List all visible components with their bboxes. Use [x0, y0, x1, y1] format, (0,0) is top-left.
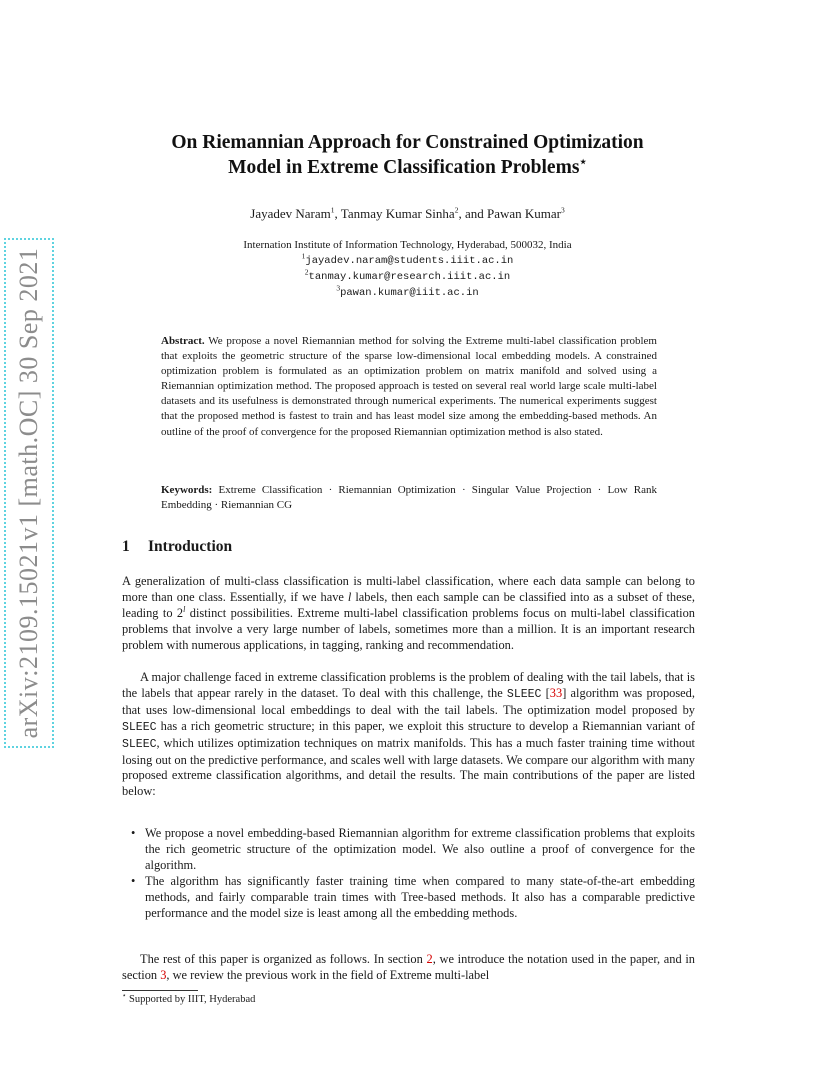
author-separator: , — [334, 206, 341, 221]
text-run: , we introduce the notation used in the paper, and in section — [122, 952, 695, 982]
paper-title — [120, 130, 695, 180]
text-run: has a rich geometric structure; in this paper, we exploit this structure to develop a Riemannian variant of — [156, 718, 695, 733]
list-item: • The algorithm has significantly faster training time when compared to many state-of-the-art embedding methods, and fairly comparable train times with Tree-based methods. It also has a comparable predictive performance and the model size is least among all the embedding methods. — [122, 874, 695, 922]
citation-link[interactable]: 33 — [549, 685, 563, 700]
paragraph-1 — [122, 574, 695, 654]
title-line-2: Model in Extreme Classification Problems — [228, 157, 580, 178]
author-separator: , and — [458, 206, 487, 221]
abstract-text: We propose a novel Riemannian method for solving the Extreme multi-label classification problem that exploits the geometric structure of the sparse low-dimensional local embedding models. A constrained optimization problem is formulated as an optimization problem on matrix manifold and solved using a Riemannian optimization method. The proposed approach is tested on several real world large scale multi-label datasets and its usefulness is demonstrated through numerical experiments. The numerical experiments suggest that the proposed method is fastest to train and has least model size among the embedding-based methods. An outline of the proof of convergence for the proposed Riemannian optimization method is also stated. — [161, 335, 657, 438]
text-run: A generalization of multi-class classification is multi-label classification, where each data sample can belong to more than one class. Essentially, if we have — [122, 574, 695, 604]
footnote-mark: ⋆ — [122, 991, 127, 1000]
footnote — [122, 991, 256, 1005]
email-1[interactable]: jayadev.naram@students.iiit.ac.in — [305, 255, 514, 267]
paragraph-2 — [122, 670, 695, 800]
text-run: The rest of this paper is organized as follows. In section — [140, 952, 427, 966]
code-term: SLEEC — [122, 737, 157, 751]
author-1: Jayadev Naram — [250, 206, 331, 221]
math-variable: l — [347, 589, 352, 604]
code-term: SLEEC — [122, 720, 157, 734]
text-run: algorithm was proposed, that uses low-dimensional local embeddings to deal with the tail labels. The optimization model proposed by — [122, 685, 695, 717]
abstract — [161, 334, 657, 440]
email-3[interactable]: pawan.kumar@iiit.ac.in — [340, 287, 479, 299]
text-run: [ — [541, 685, 550, 700]
author-list — [120, 206, 695, 222]
affiliation — [120, 238, 695, 301]
email-1-sup: 1 — [301, 251, 306, 261]
text-run: labels, then each sample can be classified into as a subset of these, leading to 2 — [122, 589, 696, 620]
section-number: 1 — [122, 538, 130, 555]
title-line-1: On Riemannian Approach for Constrained Optimization — [171, 132, 644, 153]
email-2[interactable]: tanmay.kumar@research.iiit.ac.in — [308, 271, 511, 283]
footnote-text: Supported by IIIT, Hyderabad — [126, 994, 256, 1005]
code-term: SLEEC — [506, 687, 542, 701]
arxiv-stamp — [4, 238, 54, 748]
section-heading-introduction — [122, 538, 232, 556]
keywords-text: Extreme Classification · Riemannian Optimization · Singular Value Projection · Low Rank Embedding · Riemannian CG — [161, 484, 658, 512]
author-2: Tanmay Kumar Sinha — [340, 206, 455, 221]
keywords — [161, 483, 657, 513]
math-exponent: l — [183, 604, 186, 614]
author-2-sup: 2 — [454, 205, 459, 215]
section-ref-link[interactable]: 2 — [426, 952, 433, 966]
text-run: ] — [562, 685, 567, 700]
text-run: , which utilizes optimization techniques on matrix manifolds. This has a much faster training time without losing out on the predictive performance, and scales well with large datasets. We compare our algorithm with many proposed extreme classification algorithms, and detail the results. The main contributions of the paper are listed below: — [122, 735, 695, 799]
section-ref-link[interactable]: 3 — [160, 967, 167, 982]
title-footnote-mark: ⋆ — [579, 154, 587, 169]
contribution-list — [122, 826, 695, 921]
arxiv-identifier: arXiv:2109.15021v1 [math.OC] 30 Sep 2021 — [14, 247, 43, 739]
list-item: • We propose a novel embedding-based Riemannian algorithm for extreme classification problems that exploits the rich geometric structure of the optimization model. We also outline a proof of convergence for the algorithm. — [122, 826, 695, 874]
author-3-sup: 3 — [560, 205, 565, 215]
keywords-label: Keywords: — [161, 484, 213, 496]
text-run: distinct possibilities. Extreme multi-label classification problems focus on multi-label classification problems that involve a very large number of labels, sometimes more than a million. It is an important research problem with numerous applications, in tagging, ranking and recommendation. — [122, 605, 695, 652]
text-run: A major challenge faced in extreme classification problems is the problem of dealing with the tail labels, that is the labels that appear rarely in the dataset. To deal with this challenge, the — [122, 670, 695, 700]
footnote-rule — [122, 990, 198, 991]
author-3: Pawan Kumar — [486, 206, 561, 221]
email-2-sup: 2 — [304, 267, 309, 277]
email-3-sup: 3 — [336, 283, 341, 293]
section-title: Introduction — [148, 538, 233, 555]
text-run: , we review the previous work in the field of Extreme multi-label — [166, 967, 490, 982]
abstract-label: Abstract. — [161, 335, 205, 347]
paragraph-3 — [122, 952, 695, 984]
author-1-sup: 1 — [330, 205, 335, 215]
institute: Internation Institute of Information Technology, Hyderabad, 500032, India — [243, 239, 572, 251]
